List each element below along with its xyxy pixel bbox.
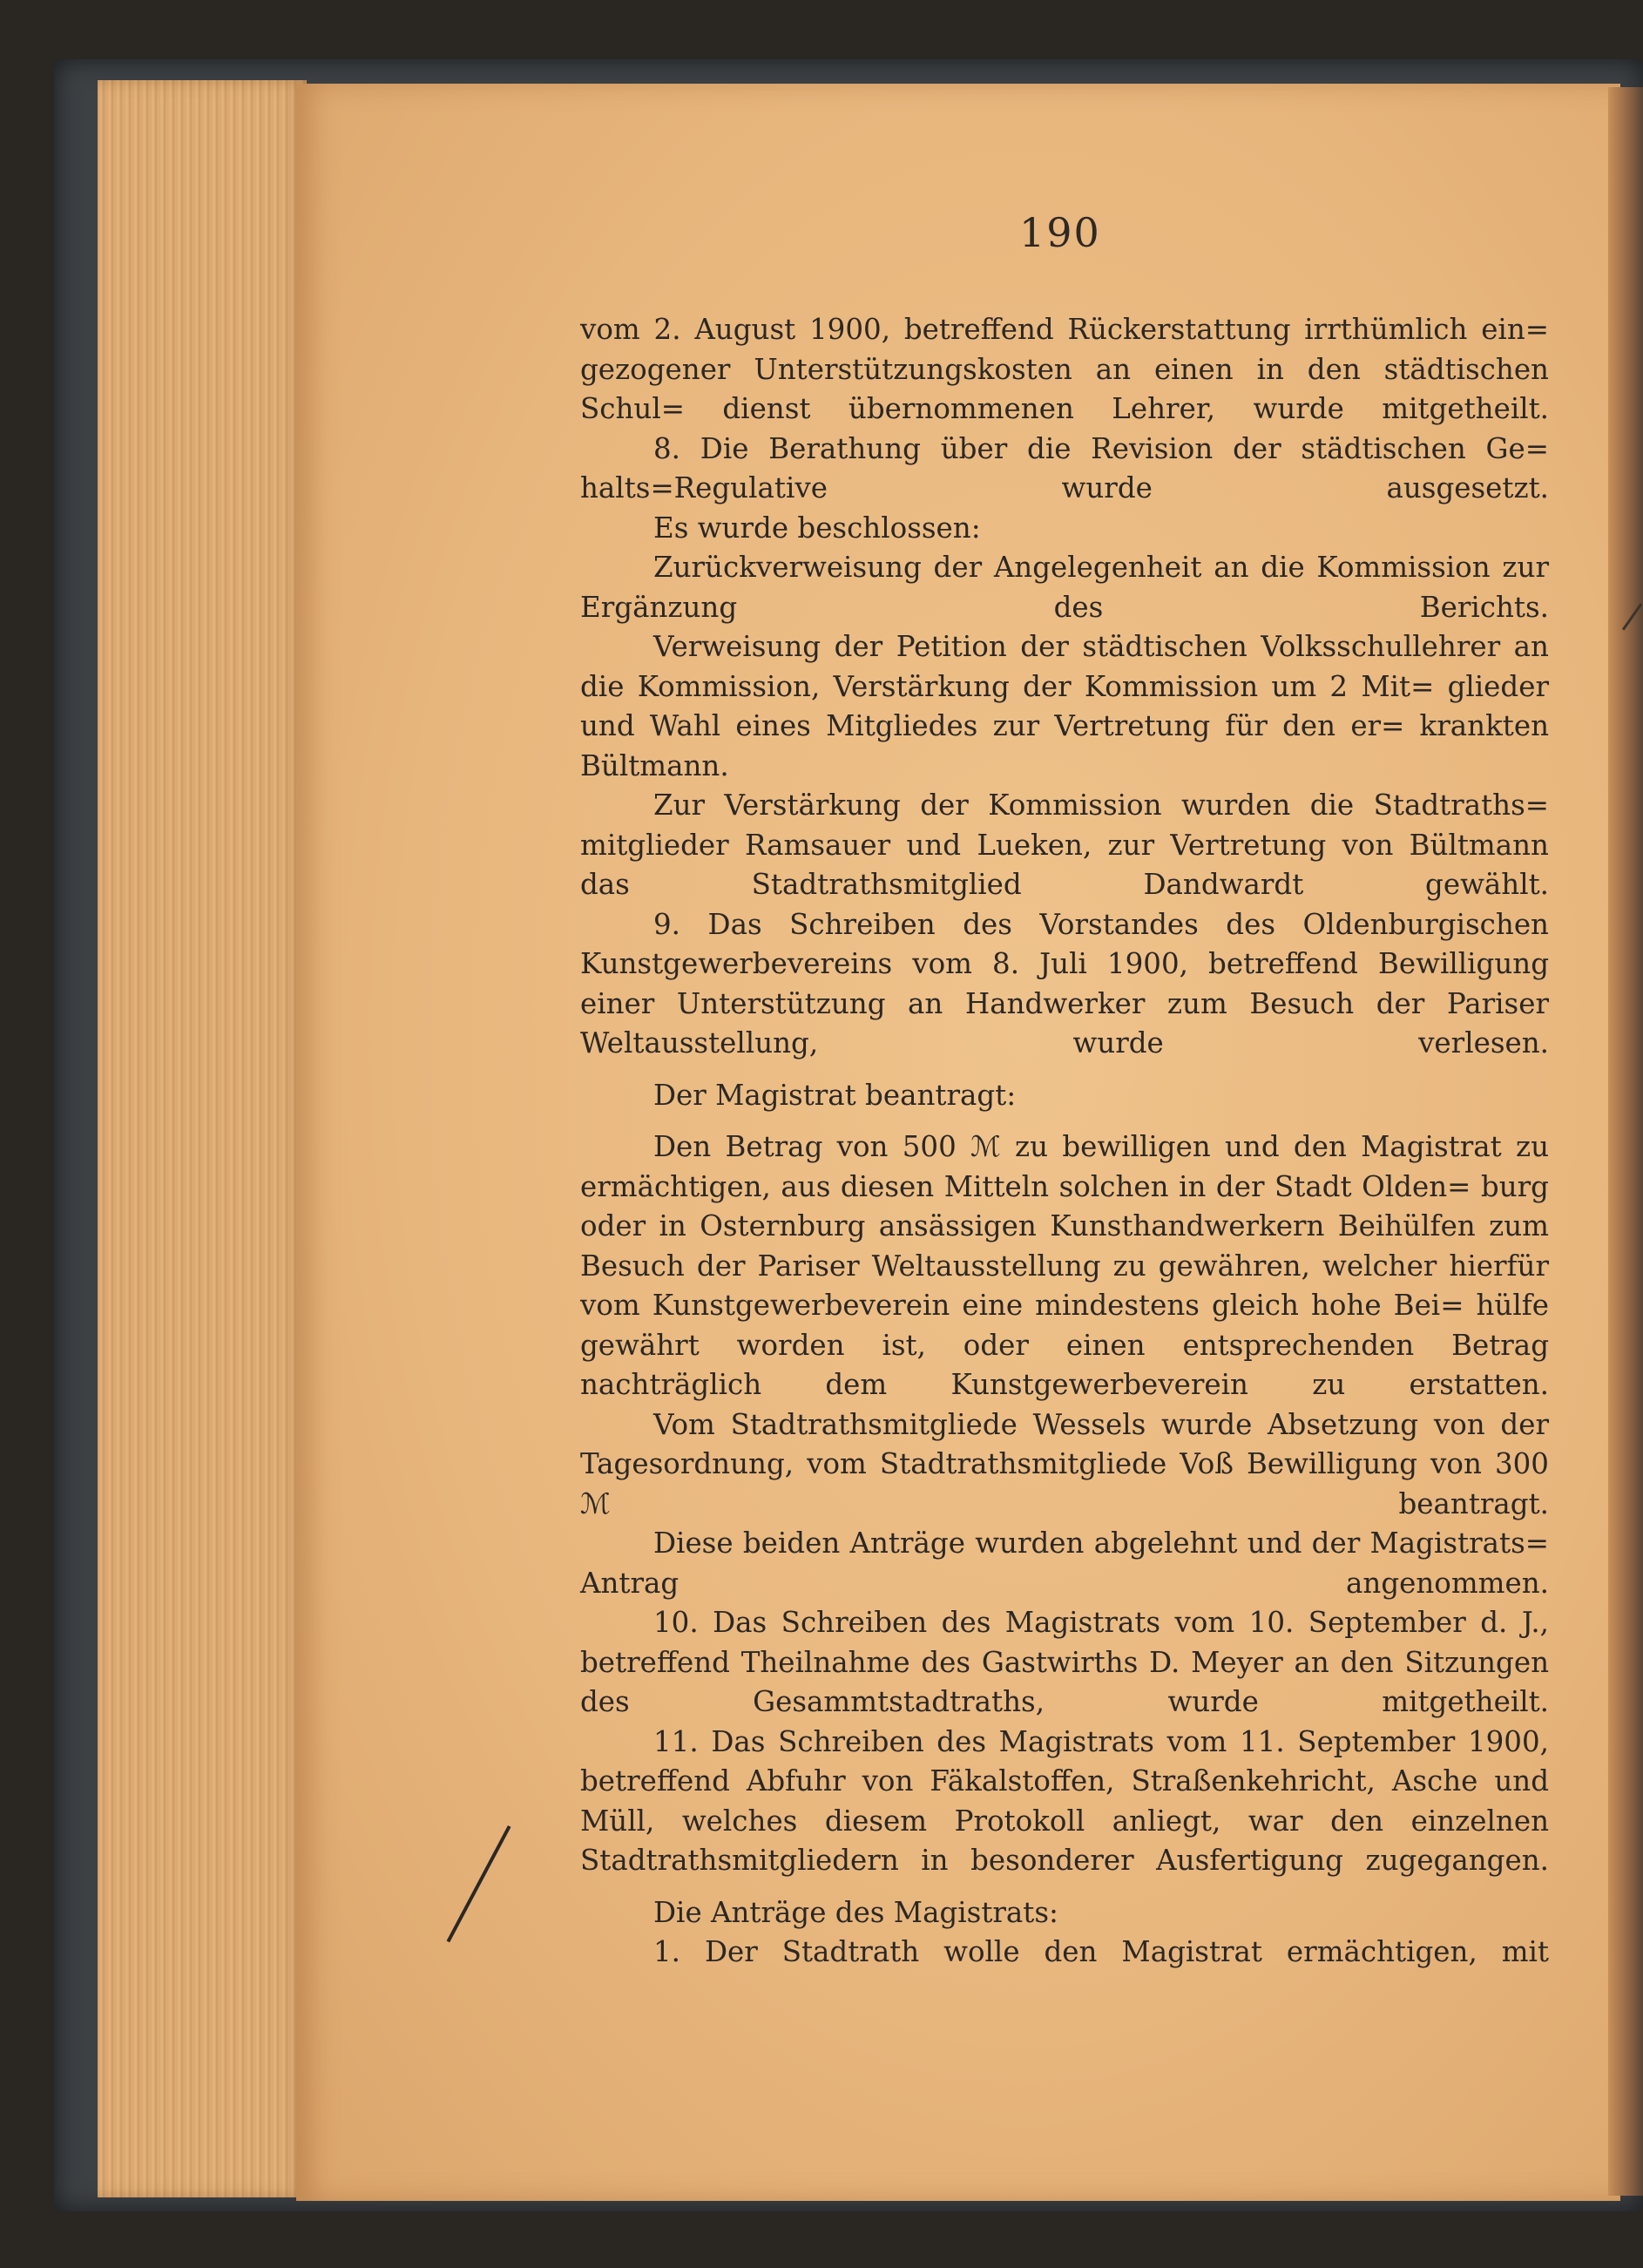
paragraph-3: Es wurde beschlossen: — [653, 511, 981, 545]
paragraph-6: Zur Verstärkung der Kommission wurden die Stadtraths= mitglieder Ramsauer und Lueken, zur Vertretung von Bültmann das Stadtrathsmitglied Dandwardt gewählt. — [580, 789, 1549, 901]
paragraph-11: Diese beiden Anträge wurden abgelehnt und der Magistrats= Antrag angenommen. — [580, 1527, 1549, 1600]
page-stack-edge — [98, 80, 307, 2197]
paragraph-15: 1. Der Stadtrath wolle den Magistrat ermächtigen, mit — [653, 1935, 1549, 1968]
body-text — [580, 310, 1549, 1973]
paragraph-10: Vom Stadtrathsmitgliede Wessels wurde Absetzung von der Tagesordnung, vom Stadtrathsmitgliede Voß Bewilligung von 300 ℳ beantragt. — [580, 1407, 1549, 1520]
paragraph-5: Verweisung der Petition der städtischen Volksschullehrer an die Kommission, Verstärkung der Kommission um 2 Mit= glieder und Wahl eines Mitgliedes zur Vertretung für den er= krankten Bültmann. — [580, 630, 1549, 782]
page-number: 190 — [1019, 209, 1101, 256]
paragraph-8: Der Magistrat beantragt: — [653, 1078, 1017, 1112]
paragraph-12: 10. Das Schreiben des Magistrats vom 10. September d. J., betreffend Theilnahme des Gastwirths D. Meyer an den Sitzungen des Gesammtstadtraths, wurde mitgetheilt. — [580, 1606, 1549, 1718]
paragraph-4: Zurückverweisung der Angelegenheit an die Kommission zur Ergänzung des Berichts. — [580, 551, 1549, 624]
paragraph-14: Die Anträge des Magistrats: — [653, 1895, 1058, 1929]
book-gutter — [1608, 87, 1643, 2196]
paragraph-2: 8. Die Berathung über die Revision der städtischen Ge= halts=Regulative wurde ausgesetzt. — [580, 431, 1549, 504]
paragraph-1: vom 2. August 1900, betreffend Rückerstattung irrthümlich ein= gezogener Unterstützungskosten an einen in den städtischen Schul= dienst übernommenen Lehrer, wurde mitgetheilt. — [580, 313, 1549, 425]
paragraph-7: 9. Das Schreiben des Vorstandes des Oldenburgischen Kunstgewerbevereins vom 8. Juli 1900, betreffend Bewilligung einer Unterstützung an Handwerker zum Besuch der Pariser Weltausstellung, wurde verlesen. — [580, 907, 1549, 1060]
paragraph-13: 11. Das Schreiben des Magistrats vom 11. September 1900, betreffend Abfuhr von Fäkalstoffen, Straßenkehricht, Asche und Müll, welches diesem Protokoll anliegt, war den einzelnen Stadtrathsmitgliedern in besonderer Ausfertigung zugegangen. — [580, 1724, 1549, 1877]
paragraph-9: Den Betrag von 500 ℳ zu bewilligen und den Magistrat zu ermächtigen, aus diesen Mitteln solchen in der Stadt Olden= burg oder in Osternburg ansässigen Kunsthandwerkern Beihülfen zum Besuch der Pariser Weltausstellung zu gewähren, welcher hierfür vom Kunstgewerbeverein eine mindestens gleich hohe Bei= hülfe gewährt worden ist, oder einen entsprechenden Betrag nachträglich dem Kunstgewerbeverein zu erstatten. — [580, 1130, 1549, 1401]
